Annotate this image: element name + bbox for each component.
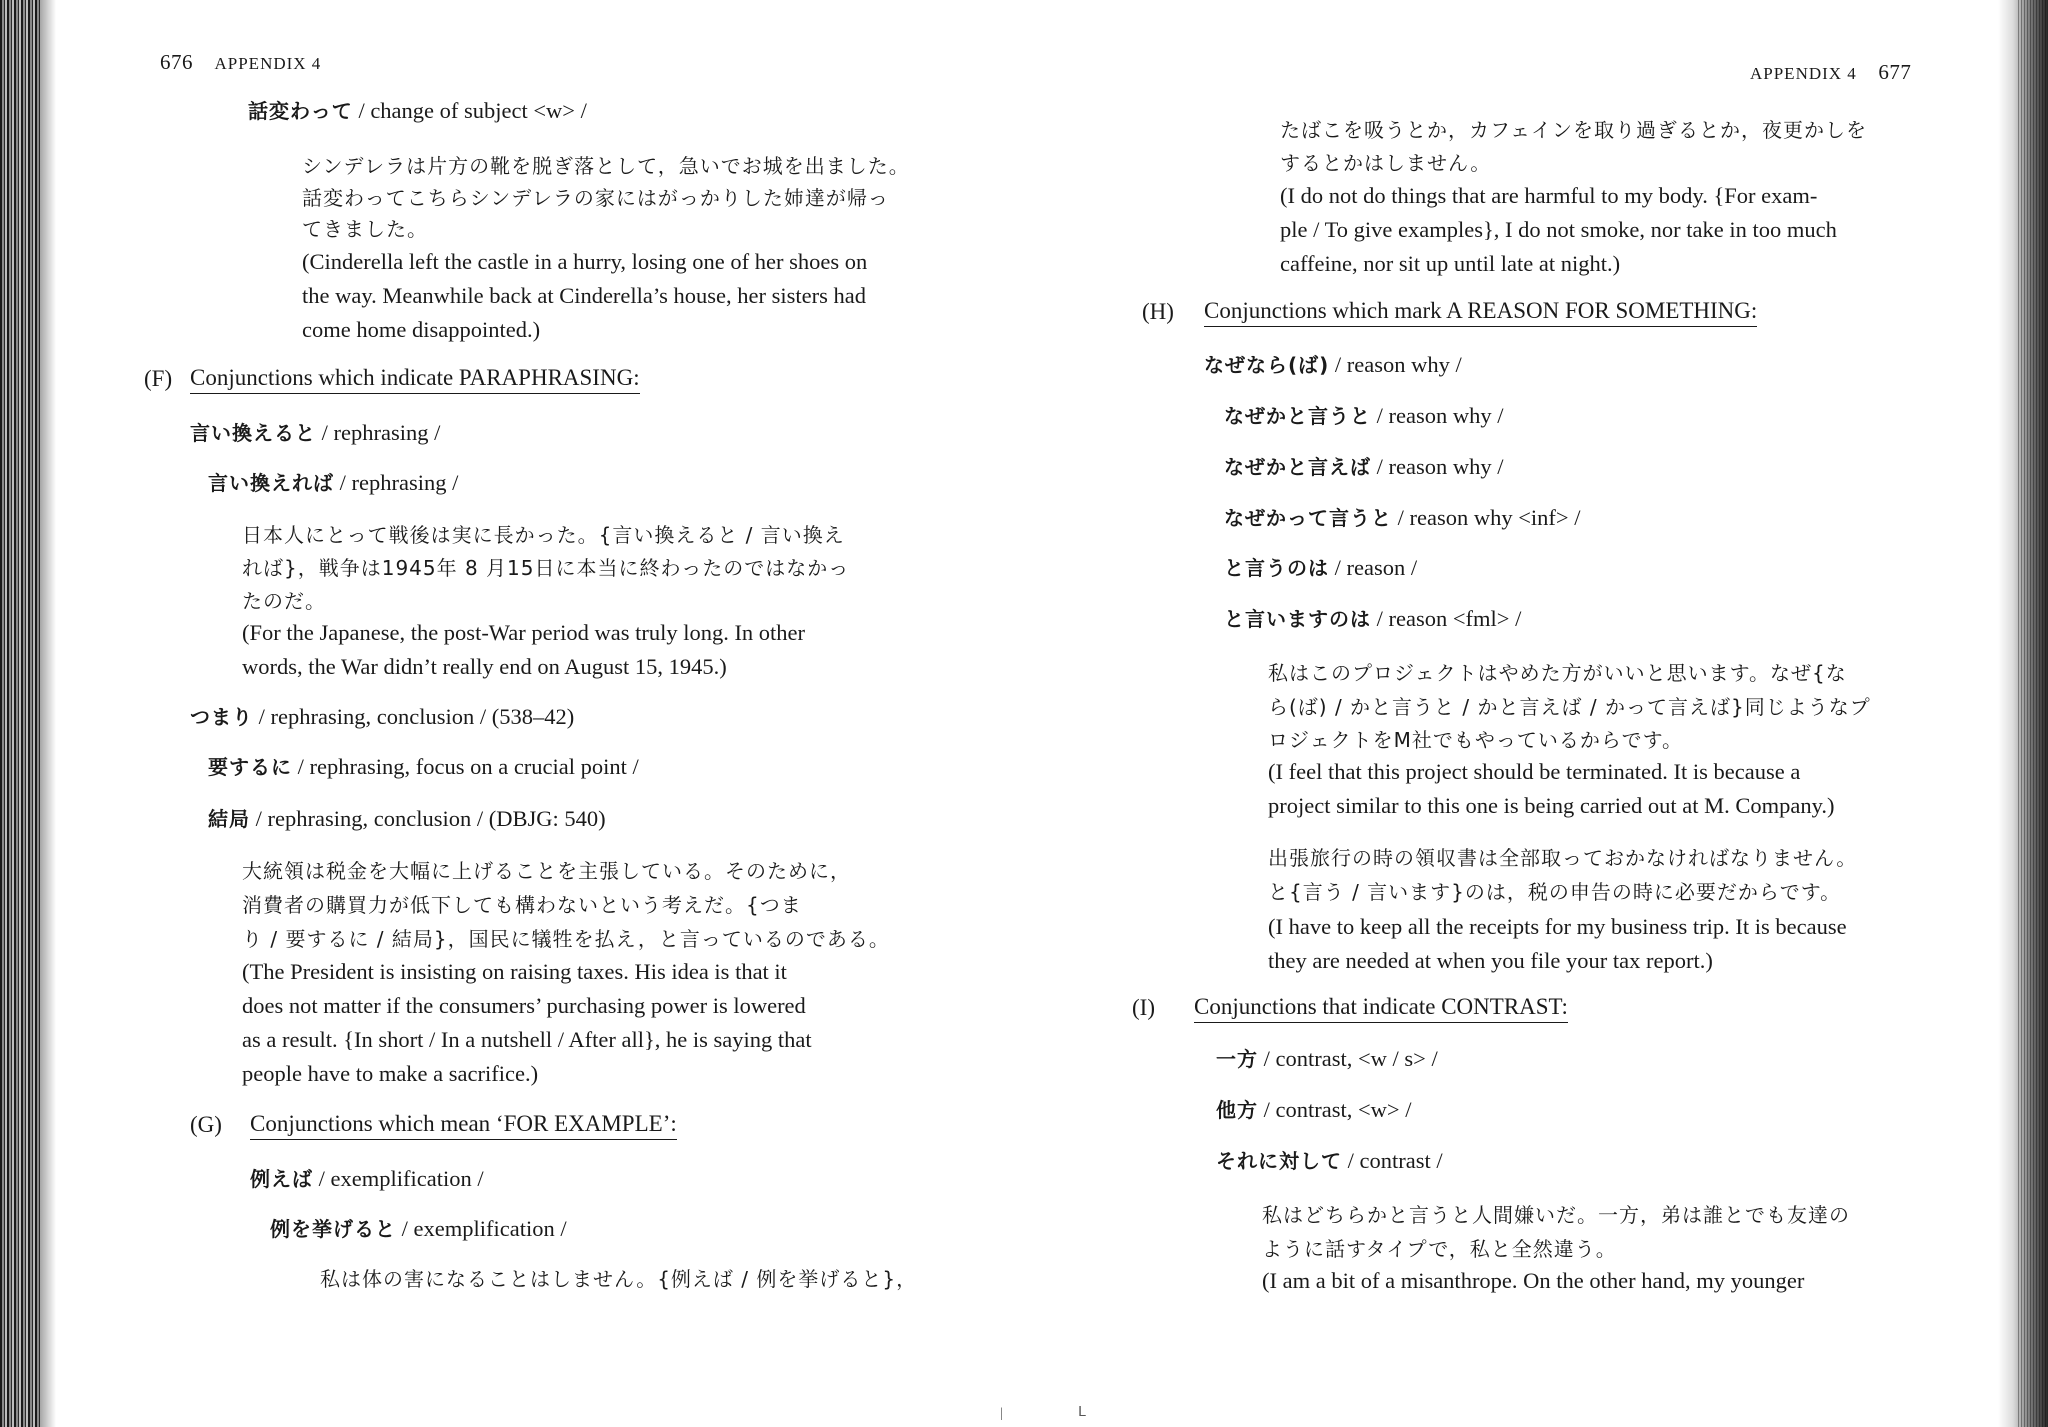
example-jp: たばこを吸うとか，カフェインを取り過ぎるとか，夜更かしを: [1280, 118, 1867, 142]
example-jp: 大統領は税金を大幅に上げることを主張している。そのために，: [242, 859, 851, 883]
translation-line: they are needed at when you file your tax report.): [1268, 948, 1713, 973]
example-jp: ように話すタイプで，私と全然違う。: [1262, 1237, 1617, 1261]
translation-line: does not matter if the consumers’ purchasing power is lowered: [242, 993, 806, 1018]
translation-line: the way. Meanwhile back at Cinderella’s house, her sisters had: [302, 283, 866, 308]
page-number: 677: [1878, 60, 1912, 84]
translation-line: people have to make a sacrifice.): [242, 1061, 539, 1086]
section-label: (I): [1132, 995, 1155, 1020]
translation-line: (I am a bit of a misanthrope. On the other hand, my younger: [1262, 1268, 1805, 1293]
section-title: Conjunctions that indicate CONTRAST:: [1194, 993, 1568, 1023]
entry-heading: なぜかって言うと / reason why <inf> /: [1224, 505, 1581, 530]
example-jp: ら(ば) / かと言うと / かと言えば / かって言えば}同じようなプ: [1268, 695, 1871, 719]
right-book-edge: [1998, 0, 2048, 1427]
entry-heading: 例えば / exemplification /: [250, 1166, 484, 1191]
example-jp: 私は体の害になることはしません。{例えば / 例を挙げると}，: [320, 1267, 918, 1291]
running-head: APPENDIX 4: [1750, 64, 1857, 83]
entry-heading: 言い換えると / rephrasing /: [190, 420, 441, 445]
translation-line: caffeine, nor sit up until late at night.): [1280, 251, 1621, 276]
left-page-header: [160, 50, 321, 75]
example-jp: れば}，戦争は1945年 8 月15日に本当に終わったのではなかっ: [242, 556, 850, 580]
entry-heading: 一方 / contrast, <w / s> /: [1216, 1046, 1438, 1071]
page-number: 676: [160, 50, 193, 74]
entry-heading: と言うのは / reason /: [1224, 555, 1418, 580]
entry-heading: 例を挙げると / exemplification /: [270, 1216, 567, 1241]
translation-line: (For the Japanese, the post-War period was truly long. In other: [242, 620, 806, 645]
section-label: (H): [1142, 299, 1174, 324]
entry-heading: 言い換えれば / rephrasing /: [208, 470, 459, 495]
example-jp: シンデレラは片方の靴を脱ぎ落として，急いでお城を出ました。: [302, 154, 910, 178]
gutter-mark: |: [1000, 1406, 1003, 1421]
example-jp: たのだ。: [242, 589, 326, 613]
example-jp: 出張旅行の時の領収書は全部取っておかなければなりません。: [1268, 846, 1858, 870]
example-jp: 私はこのプロジェクトはやめた方がいいと思います。なぜ{な: [1268, 661, 1847, 685]
entry-heading: と言いますのは / reason <fml> /: [1224, 606, 1522, 631]
example-jp: ロジェクトをM社でもやっているからです。: [1268, 728, 1684, 752]
entry-heading: 他方 / contrast, <w> /: [1216, 1097, 1412, 1122]
section-title: Conjunctions which mean ‘FOR EXAMPLE’:: [250, 1110, 677, 1140]
entry-heading: 結局 / rephrasing, conclusion / (DBJG: 540): [208, 806, 606, 831]
translation-line: (The President is insisting on raising taxes. His idea is that it: [242, 959, 787, 984]
translation-line: (I have to keep all the receipts for my business trip. It is because: [1268, 914, 1847, 939]
entry-heading: 話変わって / change of subject <w> /: [248, 98, 587, 123]
translation-line: ple / To give examples}, I do not smoke, nor take in too much: [1280, 217, 1837, 242]
translation-line: come home disappointed.): [302, 317, 541, 342]
entry-heading: つまり / rephrasing, conclusion / (538–42): [190, 704, 575, 729]
translation-line: (I feel that this project should be terminated. It is because a: [1268, 759, 1801, 784]
example-jp: 私はどちらかと言うと人間嫌いだ。一方，弟は誰とでも友達の: [1262, 1203, 1850, 1227]
entry-heading: なぜなら(ば) / reason why /: [1204, 352, 1462, 377]
example-jp: 話変わってこちらシンデレラの家にはがっかりした姉達が帰っ: [302, 186, 889, 210]
left-book-edge: [0, 0, 40, 1427]
section-label: (G): [190, 1112, 222, 1137]
example-jp: り / 要するに / 結局}，国民に犠牲を払え，と言っているのである。: [242, 927, 890, 951]
translation-line: words, the War didn’t really end on August 15, 1945.): [242, 654, 727, 679]
example-jp: するとかはしません。: [1280, 151, 1492, 175]
entry-heading: 要するに / rephrasing, focus on a crucial point /: [208, 754, 639, 779]
example-jp: 日本人にとって戦後は実に長かった。{言い換えると / 言い換え: [242, 523, 845, 547]
translation-line: (Cinderella left the castle in a hurry, losing one of her shoes on: [302, 249, 868, 274]
running-head: APPENDIX 4: [214, 54, 322, 73]
translation-line: as a result. {In short / In a nutshell / After all}, he is saying that: [242, 1027, 812, 1052]
section-title: Conjunctions which indicate PARAPHRASING:: [190, 364, 640, 394]
translation-line: (I do not do things that are harmful to my body. {For exam-: [1280, 183, 1818, 208]
example-jp: 消費者の購買力が低下しても構わないという考えだ。{つま: [242, 893, 802, 917]
section-title: Conjunctions which mark A REASON FOR SOMETHING:: [1204, 297, 1757, 327]
example-jp: と{言う / 言います}のは，税の申告の時に必要だからです。: [1268, 880, 1842, 904]
entry-heading: それに対して / contrast /: [1216, 1148, 1443, 1173]
translation-line: project similar to this one is being carried out at M. Company.): [1268, 793, 1835, 818]
section-label: (F): [144, 366, 173, 391]
right-page-header: [1750, 60, 1911, 85]
entry-heading: なぜかと言えば / reason why /: [1224, 454, 1504, 479]
entry-heading: なぜかと言うと / reason why /: [1224, 403, 1504, 428]
example-jp: てきました。: [302, 217, 428, 241]
gutter-mark: ᒪ: [1078, 1405, 1086, 1420]
